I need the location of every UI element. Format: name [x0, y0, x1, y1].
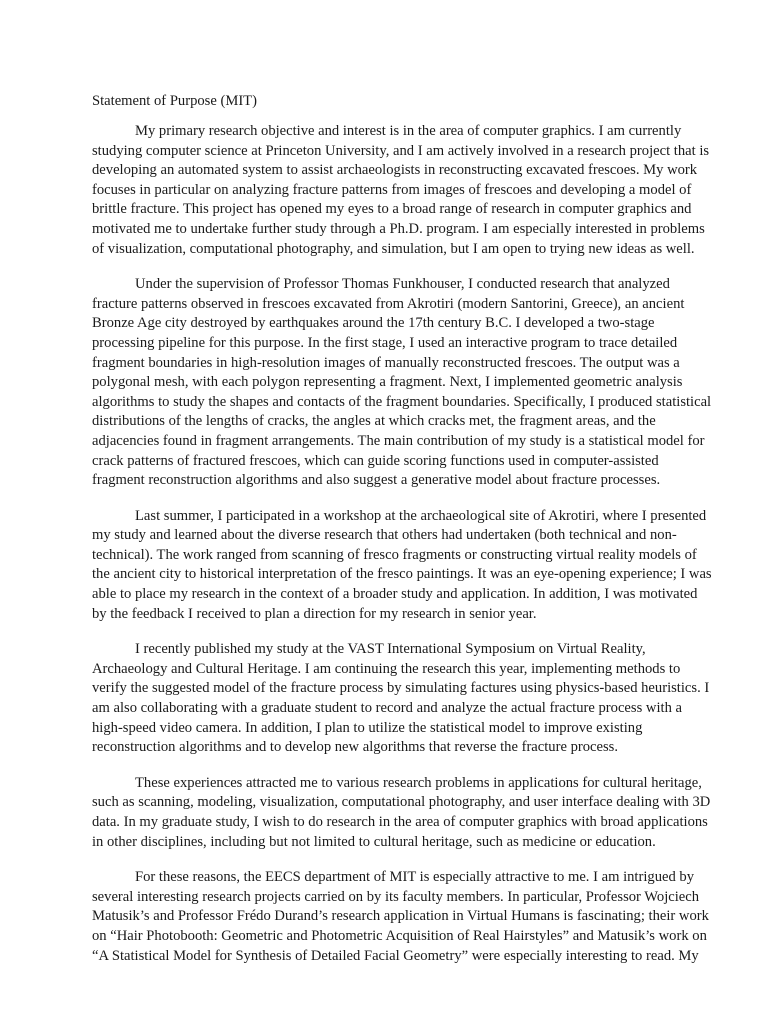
text-line: the ancient city to historical interpretation of the fresco paintings. It was an eye-opening experience; I was [92, 566, 712, 583]
text-line: developing an automated system to assist archaeologists in reconstructing excavated frescoes. My work [92, 162, 698, 179]
paragraph-research-objective [92, 122, 710, 259]
text-line: brittle fracture. This project has opened my eyes to a broad range of research in computer graphics and [92, 201, 692, 218]
paragraph-funkhouser-research [92, 275, 712, 491]
paragraph-akrotiri-workshop [92, 507, 712, 625]
text-line: My primary research objective and interest is in the area of computer graphics. I am currently [135, 123, 682, 139]
text-line: in other disciplines, including but not limited to cultural heritage, such as medicine or education. [92, 833, 656, 850]
text-line: algorithms to study the shapes and contacts of the fragment boundaries. Specifically, I produced statistical [92, 393, 712, 410]
text-line: These experiences attracted me to various research problems in applications for cultural heritage, [135, 774, 702, 791]
text-line: processing pipeline for this purpose. In the first stage, I used an interactive program to trace detailed [92, 334, 678, 351]
text-line: verify the suggested model of the fracture process by simulating factures using physics-based heuristics. I [92, 680, 710, 697]
paragraph-cultural-heritage [92, 774, 711, 852]
text-line: “A Statistical Model for Synthesis of Detailed Facial Geometry” were especially interesting to read. My [92, 947, 699, 964]
text-line: data. In my graduate study, I wish to do research in the area of computer graphics with broad applications [92, 814, 708, 830]
text-line: my study and learned about the diverse research that others had undertaken (both technical and non- [92, 527, 677, 544]
text-line: Archaeology and Cultural Heritage. I am continuing the research this year, implementing methods to [92, 660, 681, 677]
text-line: adjacencies found in fragment arrangements. The main contribution of my study is a statistical model for [92, 432, 705, 449]
text-line: polygonal mesh, with each polygon representing a fragment. Next, I implemented geometric analysis [92, 374, 683, 391]
text-line: distributions of the lengths of cracks, the angles at which cracks met, the fragment areas, and the [92, 413, 656, 430]
text-line: by the feedback I received to plan a direction for my research in senior year. [92, 605, 537, 622]
text-line: several interesting research projects carried on by its faculty members. In particular, Professor Wojciech [92, 888, 700, 905]
document-body [92, 122, 712, 982]
document-title: Statement of Purpose (MIT) [92, 93, 257, 109]
text-line: technical). The work ranged from scanning of fresco fragments or constructing virtual reality models of [92, 546, 697, 563]
text-line: Matusik’s and Professor Frédo Durand’s research application in Virtual Humans is fascinating; their work [92, 908, 709, 925]
text-line: fracture patterns observed in frescoes excavated from Akrotiri (modern Santorini, Greece), an ancient [92, 295, 685, 312]
text-line: fragment boundaries in high-resolution images of manually reconstructed frescoes. The output was a [92, 354, 680, 371]
text-line: able to place my research in the context of a broader study and application. In addition, I was motivated [92, 586, 698, 603]
text-line: am also collaborating with a graduate student to record and analyze the actual fracture process with a [92, 700, 682, 717]
text-line: Last summer, I participated in a workshop at the archaeological site of Akrotiri, where I presented [135, 507, 707, 524]
text-line: I recently published my study at the VAST International Symposium on Virtual Reality, [135, 641, 646, 658]
text-line: For these reasons, the EECS department of MIT is especially attractive to me. I am intrigued by [135, 869, 695, 886]
text-line: crack patterns of fractured frescoes, which can guide scoring functions used in computer-assisted [92, 452, 659, 469]
text-line: on “Hair Photobooth: Geometric and Photometric Acquisition of Real Hairstyles” and Matusik’s work on [92, 927, 707, 944]
text-line: such as scanning, modeling, visualization, computational photography, and user interface dealing with 3D [92, 794, 711, 811]
text-line: high-speed video camera. In addition, I plan to utilize the statistical model to improve existing [92, 719, 643, 736]
text-line: Under the supervision of Professor Thomas Funkhouser, I conducted research that analyzed [135, 276, 670, 293]
text-line: focuses in particular on analyzing fracture patterns from images of frescoes and developing a model of [92, 181, 692, 198]
text-line: reconstruction algorithms and to develop new algorithms that reverse the fracture process. [92, 739, 619, 756]
text-line: studying computer science at Princeton University, and I am actively involved in a research project that is [92, 142, 710, 159]
text-line: Bronze Age city destroyed by earthquakes around the 17th century B.C. I developed a two-stage [92, 315, 655, 332]
text-line: motivated me to undertake further study through a Ph.D. program. I am especially interested in problems [92, 220, 705, 237]
paragraph-mit-eecs [92, 868, 709, 966]
text-line: of visualization, computational photography, and simulation, but I am open to trying new ideas as well. [92, 240, 695, 257]
paragraph-vast-publication [92, 640, 710, 758]
text-line: fragment reconstruction algorithms and also suggest a generative model about fracture processes. [92, 472, 661, 489]
